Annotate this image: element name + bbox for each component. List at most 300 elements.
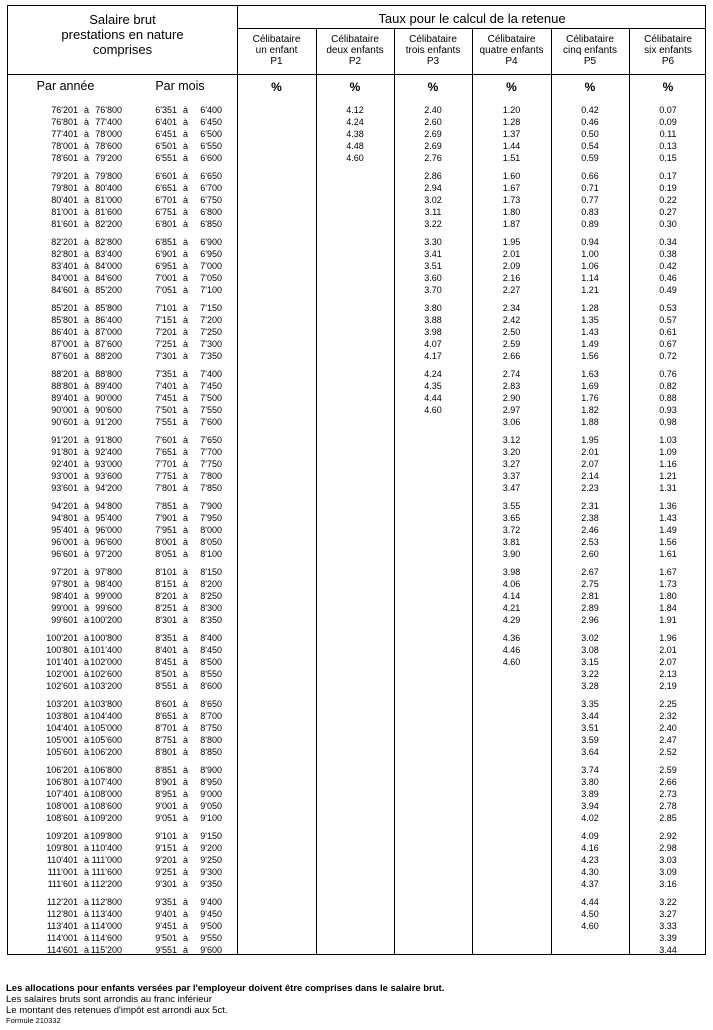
range-separator: à	[183, 813, 189, 824]
rate-p5: 3.74	[581, 765, 599, 775]
month-to: 7'900	[200, 501, 222, 511]
rate-p4: 3.37	[502, 471, 521, 482]
rate-p6: 1.36	[659, 501, 677, 511]
month-to: 8'850	[200, 747, 222, 758]
year-to: 86'400	[95, 315, 122, 326]
rate-p6: 1.56	[659, 537, 677, 548]
rate-p6: 0.98	[659, 417, 677, 428]
month-to: 8'450	[200, 645, 222, 656]
year-to: 107'400	[90, 777, 122, 788]
month-from: 7'151	[155, 315, 177, 326]
rate-p6: 0.82	[659, 381, 677, 392]
year-from: 109'801	[46, 843, 78, 854]
range-separator: à	[84, 351, 90, 362]
rate-p6: 1.49	[659, 525, 677, 536]
year-to: 95'400	[95, 513, 122, 524]
month-to: 7'800	[200, 471, 222, 482]
table-row	[8, 237, 706, 248]
rate-p5: 4.50	[581, 909, 599, 920]
rate-p5: 2.60	[581, 549, 599, 560]
year-from: 108'601	[46, 813, 78, 824]
month-to: 8'400	[200, 633, 222, 643]
rate-p2: 4.60	[346, 153, 364, 164]
year-to: 87'600	[95, 339, 122, 350]
year-from: 101'401	[46, 657, 78, 668]
rate-p2: 4.12	[346, 105, 364, 115]
table-row	[8, 867, 706, 878]
year-to: 82'200	[95, 219, 122, 230]
range-separator: à	[183, 459, 189, 470]
rate-p3: 4.35	[424, 381, 442, 392]
rate-p2: 4.48	[346, 141, 364, 152]
year-from: 103'201	[46, 699, 78, 709]
rate-p4: 3.20	[502, 447, 521, 458]
range-separator: à	[84, 603, 90, 614]
rate-p6: 3.44	[659, 945, 677, 955]
month-to: 9'300	[200, 867, 222, 878]
year-from: 78'601	[51, 153, 78, 164]
month-to: 8'050	[200, 537, 222, 548]
rate-p6: 0.34	[659, 237, 677, 247]
column-header-p6	[629, 34, 706, 67]
rate-p6: 2.78	[659, 801, 677, 812]
year-from: 77'401	[51, 129, 78, 140]
table-row	[8, 447, 706, 458]
rate-p5: 1.35	[581, 315, 599, 326]
rate-p5: 0.83	[581, 207, 599, 218]
month-from: 8'801	[155, 747, 177, 758]
range-separator: à	[84, 813, 90, 824]
rate-p3: 2.40	[424, 105, 442, 115]
month-from: 6'951	[155, 261, 177, 272]
rate-p4: 4.46	[502, 645, 521, 656]
year-to: 93'000	[95, 459, 122, 470]
month-to: 8'250	[200, 591, 222, 602]
month-from: 8'051	[155, 549, 177, 560]
range-separator: à	[183, 831, 189, 841]
table-row	[8, 765, 706, 776]
month-from: 6'651	[155, 183, 177, 194]
month-to: 8'300	[200, 603, 222, 614]
rate-p4: 3.06	[502, 417, 521, 428]
rate-p5: 3.44	[581, 711, 599, 722]
month-from: 7'951	[155, 525, 177, 536]
range-separator: à	[183, 525, 189, 536]
rate-p5: 2.07	[581, 459, 599, 470]
month-from: 7'051	[155, 285, 177, 296]
rate-p6: 3.09	[659, 867, 677, 878]
year-to: 112'800	[90, 897, 122, 907]
rate-p6: 2.19	[659, 681, 677, 692]
month-to: 9'450	[200, 909, 222, 920]
month-to: 7'450	[200, 381, 222, 392]
range-separator: à	[183, 633, 189, 643]
range-separator: à	[183, 417, 189, 428]
rate-p5: 3.22	[581, 669, 599, 680]
year-to: 90'000	[95, 393, 122, 404]
month-from: 9'451	[155, 921, 177, 932]
range-separator: à	[84, 237, 90, 247]
rate-p5: 0.46	[581, 117, 599, 128]
rate-p4: 3.72	[502, 525, 521, 536]
range-separator: à	[84, 747, 90, 758]
table-row	[8, 249, 706, 260]
year-from: 91'201	[51, 435, 78, 445]
rate-p5: 1.14	[581, 273, 599, 284]
range-separator: à	[84, 777, 90, 788]
month-from: 6'701	[155, 195, 177, 206]
rate-p5: 2.67	[581, 567, 599, 577]
range-separator: à	[84, 843, 90, 854]
column-header-line: Célibataire	[644, 34, 692, 45]
range-separator: à	[183, 933, 189, 944]
salary-title-line: Salaire brut	[89, 12, 156, 27]
rate-p5: 2.38	[581, 513, 599, 524]
year-to: 90'600	[95, 405, 122, 416]
rate-p5: 2.01	[581, 447, 599, 458]
month-from: 7'751	[155, 471, 177, 482]
year-to: 97'200	[95, 549, 122, 560]
rate-p3: 4.24	[424, 369, 442, 379]
rate-p3: 3.51	[424, 261, 442, 272]
range-separator: à	[183, 909, 189, 920]
range-separator: à	[84, 417, 90, 428]
year-to: 85'800	[95, 303, 122, 313]
range-separator: à	[84, 645, 90, 656]
year-from: 100'801	[46, 645, 78, 656]
month-to: 7'700	[200, 447, 222, 458]
year-to: 81'000	[95, 195, 122, 206]
year-to: 102'000	[90, 657, 122, 668]
range-separator: à	[183, 351, 189, 362]
table-row	[8, 669, 706, 680]
rate-p5: 1.21	[581, 285, 599, 296]
rate-p6: 0.93	[659, 405, 677, 416]
rate-p4: 4.21	[502, 603, 521, 614]
month-from: 8'201	[155, 591, 177, 602]
month-from: 6'601	[155, 171, 177, 181]
year-to: 88'800	[95, 369, 122, 379]
month-from: 7'201	[155, 327, 177, 338]
rate-p4: 2.74	[502, 369, 521, 379]
year-from: 78'001	[51, 141, 78, 152]
range-separator: à	[84, 579, 90, 590]
range-separator: à	[84, 537, 90, 548]
range-separator: à	[84, 105, 90, 115]
year-to: 81'600	[95, 207, 122, 218]
year-from: 107'401	[46, 789, 78, 800]
table-row	[8, 855, 706, 866]
header-divider	[8, 74, 705, 75]
notes	[6, 983, 706, 1026]
table-row	[8, 183, 706, 194]
month-to: 9'150	[200, 831, 222, 841]
range-separator: à	[183, 435, 189, 445]
range-separator: à	[183, 195, 189, 206]
rate-p4: 1.20	[502, 105, 521, 115]
rate-p6: 0.07	[659, 105, 677, 115]
year-to: 103'200	[90, 681, 122, 692]
month-to: 8'150	[200, 567, 222, 577]
rate-p6: 3.27	[659, 909, 677, 920]
year-to: 97'800	[95, 567, 122, 577]
range-separator: à	[183, 183, 189, 194]
year-from: 79'201	[51, 171, 78, 181]
table-row	[8, 501, 706, 512]
rate-p6: 2.66	[659, 777, 677, 788]
rate-p5: 0.71	[581, 183, 599, 194]
salary-title-line: comprises	[92, 42, 153, 57]
rate-p4: 4.14	[502, 591, 521, 602]
year-to: 83'400	[95, 249, 122, 260]
table-row	[8, 591, 706, 602]
year-from: 82'801	[51, 249, 78, 260]
year-to: 103'800	[90, 699, 122, 709]
rate-p5: 2.14	[581, 471, 599, 482]
table-row	[8, 369, 706, 380]
month-from: 9'501	[155, 933, 177, 944]
rate-p5: 2.23	[581, 483, 599, 494]
range-separator: à	[183, 369, 189, 379]
table-row	[8, 657, 706, 668]
year-from: 111'601	[47, 879, 78, 890]
table-row	[8, 459, 706, 470]
rate-p6: 0.88	[659, 393, 677, 404]
range-separator: à	[183, 723, 189, 734]
rate-p4: 3.65	[502, 513, 521, 524]
table-row	[8, 933, 706, 944]
table-row	[8, 393, 706, 404]
range-separator: à	[183, 669, 189, 680]
rate-p6: 0.49	[659, 285, 677, 296]
range-separator: à	[183, 699, 189, 709]
rate-p5: 2.53	[581, 537, 599, 548]
table-row	[8, 801, 706, 812]
rate-p5: 3.08	[581, 645, 599, 656]
year-from: 112'201	[46, 897, 78, 907]
rate-p4: 2.50	[502, 327, 521, 338]
table-row	[8, 273, 706, 284]
rate-p5: 2.46	[581, 525, 599, 536]
year-to: 76'800	[95, 105, 122, 115]
rate-p3: 4.07	[424, 339, 442, 350]
rate-p3: 3.11	[424, 207, 442, 218]
column-header-line: P2	[348, 56, 362, 67]
rate-p4: 3.27	[502, 459, 521, 470]
range-separator: à	[183, 207, 189, 218]
table-row	[8, 327, 706, 338]
rate-p3: 3.30	[424, 237, 442, 247]
month-to: 6'450	[200, 117, 222, 128]
year-from: 106'801	[46, 777, 78, 788]
rate-p5: 1.82	[581, 405, 599, 416]
table-row	[8, 153, 706, 164]
rate-p5: 1.69	[581, 381, 599, 392]
rate-p6: 1.61	[659, 549, 677, 560]
month-to: 7'300	[200, 339, 222, 350]
month-from: 8'351	[155, 633, 177, 643]
month-to: 9'600	[200, 945, 222, 955]
year-to: 105'600	[90, 735, 122, 746]
note-rounding-tax: Le montant des retenues d'impôt est arrondi aux 5ct.	[6, 1005, 228, 1016]
rate-p4: 3.55	[502, 501, 521, 511]
range-separator: à	[84, 369, 90, 379]
range-separator: à	[183, 105, 189, 115]
month-to: 7'100	[200, 285, 222, 296]
rate-p2: 4.24	[346, 117, 364, 128]
range-separator: à	[183, 327, 189, 338]
month-from: 7'901	[155, 513, 177, 524]
month-from: 8'901	[155, 777, 177, 788]
range-separator: à	[183, 603, 189, 614]
month-to: 9'050	[200, 801, 222, 812]
range-separator: à	[84, 921, 90, 932]
rate-p6: 0.76	[659, 369, 677, 379]
range-separator: à	[183, 153, 189, 164]
month-to: 7'200	[200, 315, 222, 326]
range-separator: à	[84, 897, 90, 907]
range-separator: à	[84, 765, 90, 775]
unit-percent-p6: %	[662, 80, 674, 94]
rate-p4: 2.90	[502, 393, 521, 404]
year-from: 81'601	[51, 219, 78, 230]
rate-p6: 3.33	[659, 921, 677, 932]
year-from: 104'401	[46, 723, 78, 734]
month-from: 9'301	[155, 879, 177, 890]
year-to: 94'800	[95, 501, 122, 511]
year-to: 101'400	[90, 645, 122, 656]
table-row	[8, 735, 706, 746]
rate-p6: 2.92	[659, 831, 677, 841]
month-from: 7'101	[155, 303, 177, 313]
year-from: 93'001	[51, 471, 78, 482]
month-from: 7'451	[155, 393, 177, 404]
year-from: 89'401	[51, 393, 78, 404]
year-to: 87'000	[95, 327, 122, 338]
rate-p5: 0.66	[581, 171, 599, 181]
month-to: 8'750	[200, 723, 222, 734]
month-to: 8'800	[200, 735, 222, 746]
rate-p5: 3.28	[581, 681, 599, 692]
rate-p4: 2.01	[502, 249, 521, 260]
rate-p6: 0.27	[659, 207, 677, 218]
rate-p6: 2.13	[659, 669, 677, 680]
range-separator: à	[84, 393, 90, 404]
column-header-p4	[472, 34, 551, 67]
month-to: 9'200	[200, 843, 222, 854]
rate-p5: 0.59	[581, 153, 599, 164]
range-separator: à	[84, 723, 90, 734]
rate-p5: 4.60	[581, 921, 599, 932]
range-separator: à	[84, 867, 90, 878]
month-from: 9'201	[155, 855, 177, 866]
month-to: 7'350	[200, 351, 222, 362]
month-from: 8'101	[155, 567, 177, 577]
range-separator: à	[84, 801, 90, 812]
rate-p4: 2.34	[502, 303, 521, 313]
rate-p4: 2.42	[502, 315, 521, 326]
month-from: 7'851	[155, 501, 177, 511]
range-separator: à	[84, 567, 90, 577]
rate-p5: 1.49	[581, 339, 599, 350]
column-header-line: quatre enfants	[479, 45, 544, 56]
table-row	[8, 405, 706, 416]
rate-p6: 3.16	[659, 879, 677, 890]
rate-p6: 0.17	[659, 171, 677, 181]
year-from: 87'601	[51, 351, 78, 362]
year-to: 102'600	[90, 669, 122, 680]
month-from: 8'701	[155, 723, 177, 734]
year-to: 96'000	[95, 525, 122, 536]
range-separator: à	[183, 303, 189, 313]
rate-p5: 3.15	[581, 657, 599, 668]
rate-p4: 3.47	[502, 483, 521, 494]
unit-percent-p5: %	[584, 80, 596, 94]
range-separator: à	[183, 789, 189, 800]
column-header-line: Célibataire	[331, 34, 379, 45]
column-header-p5	[551, 34, 629, 67]
year-from: 82'201	[51, 237, 78, 247]
rate-p3: 3.22	[424, 219, 442, 230]
rate-p4: 2.09	[502, 261, 521, 272]
rate-p6: 0.61	[659, 327, 677, 338]
month-from: 7'801	[155, 483, 177, 494]
rate-p5: 4.09	[581, 831, 599, 841]
table-row	[8, 549, 706, 560]
month-from: 6'351	[155, 105, 177, 115]
table-row	[8, 813, 706, 824]
table-row	[8, 285, 706, 296]
rate-p6: 0.15	[659, 153, 677, 164]
year-from: 97'801	[51, 579, 78, 590]
range-separator: à	[84, 303, 90, 313]
rate-p6: 1.73	[659, 579, 677, 590]
month-to: 6'750	[200, 195, 222, 206]
range-separator: à	[183, 735, 189, 746]
year-to: 111'600	[91, 867, 122, 878]
month-to: 8'600	[200, 681, 222, 692]
range-separator: à	[183, 945, 189, 955]
month-to: 7'150	[200, 303, 222, 313]
rate-p4: 3.12	[502, 435, 521, 445]
month-to: 9'500	[200, 921, 222, 932]
rate-p5: 0.54	[581, 141, 599, 152]
month-to: 6'700	[200, 183, 222, 194]
range-separator: à	[84, 669, 90, 680]
month-to: 7'600	[200, 417, 222, 428]
month-to: 6'550	[200, 141, 222, 152]
rate-p5: 1.56	[581, 351, 599, 362]
month-to: 9'550	[200, 933, 222, 944]
month-to: 6'800	[200, 207, 222, 218]
rate-p6: 1.96	[659, 633, 677, 643]
unit-percent-p4: %	[506, 80, 517, 94]
table-row	[8, 615, 706, 626]
month-from: 9'151	[155, 843, 177, 854]
rate-p3: 3.02	[424, 195, 442, 206]
month-to: 6'500	[200, 129, 222, 140]
month-from: 6'901	[155, 249, 177, 260]
year-to: 100'200	[90, 615, 122, 626]
unit-percent-p2: %	[349, 80, 361, 94]
rate-p3: 2.60	[424, 117, 442, 128]
table-row	[8, 303, 706, 314]
range-separator: à	[183, 117, 189, 128]
rate-p3: 2.94	[424, 183, 442, 194]
rate-p6: 2.85	[659, 813, 677, 824]
month-from: 9'251	[155, 867, 177, 878]
rate-p6: 2.32	[659, 711, 677, 722]
